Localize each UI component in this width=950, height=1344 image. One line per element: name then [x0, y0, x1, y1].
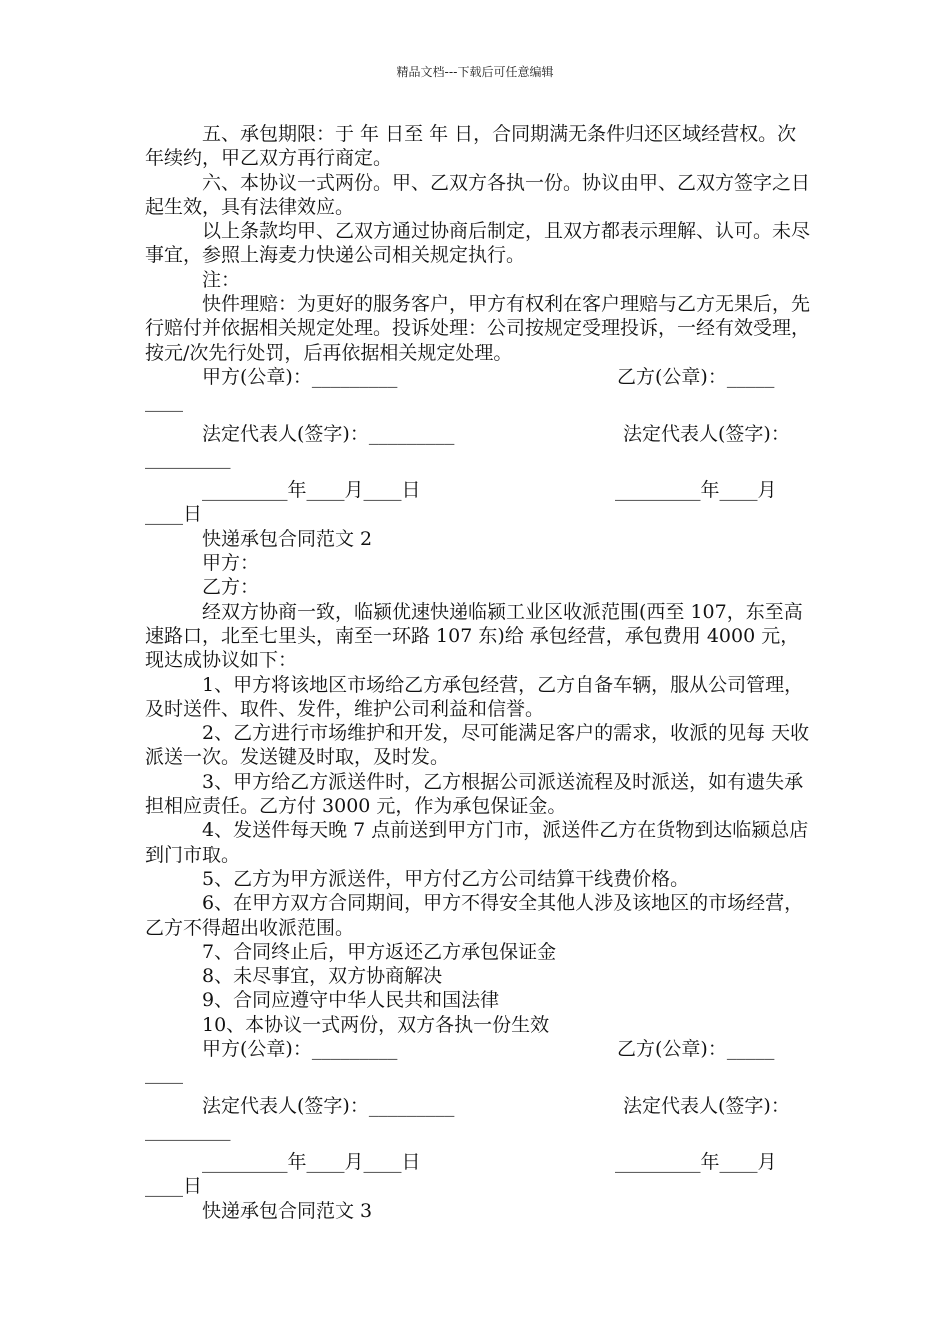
party-b-date-2: _________年____月	[615, 1151, 777, 1174]
party-b-representative-continued: _________	[145, 446, 231, 469]
party-a-date-2: _________年____月____日	[202, 1151, 421, 1174]
clause-6: 6、在甲方双方合同期间，甲方不得安全其他人涉及该地区的市场经营，乙方不得超出收派范围。	[145, 892, 804, 939]
party-a-date: _________年____月____日	[202, 479, 421, 502]
party-b-date-continued: ____日	[145, 503, 203, 526]
clause-10: 10、本协议一式两份，双方各执一份生效	[202, 1013, 550, 1036]
signature-rep-row-2	[145, 1094, 810, 1118]
clause-9: 9、合同应遵守中华人民共和国法律	[202, 989, 500, 1012]
clause-3: 3、甲方给乙方派送件时，乙方根据公司派送流程及时派送，如有遗失承担相应责任。乙方付 3000 元，作为承包保证金。	[145, 770, 804, 818]
signature-seal-row	[145, 365, 810, 389]
document-body	[145, 122, 810, 1223]
clause-7: 7、合同终止后，甲方返还乙方承包保证金	[202, 940, 557, 963]
party-b-seal-continued-2: ____	[145, 1062, 183, 1085]
party-b-representative-2: 法定代表人(签字)：	[623, 1094, 790, 1117]
page-header: 精品文档---下载后可任意编辑	[396, 65, 554, 79]
clause-5: 5、乙方为甲方派送件，甲方付乙方公司结算干线费价格。	[202, 867, 690, 890]
party-b-representative: 法定代表人(签字)：	[623, 422, 790, 445]
contract-intro: 经双方协商一致，临颍优速快递临颍工业区收派范围(西至 107，东至高速路口，北至七里头，南至一环路 107 东)给 承包经营，承包费用 4000 元，现达成协议如下：	[145, 600, 803, 672]
section-title-3: 快递承包合同范文 3	[202, 1199, 373, 1222]
party-b-date: _________年____月	[615, 479, 777, 502]
party-b-seal: 乙方(公章)：_____	[617, 365, 775, 388]
party-b-date-continued-2: ____日	[145, 1175, 203, 1198]
clause-agreement: 以上条款均甲、乙双方通过协商后制定，且双方都表示理解、认可。未尽事宜，参照上海麦力快递公司相关规定执行。	[145, 220, 811, 267]
party-b-representative-continued-2: _________	[145, 1118, 231, 1141]
party-b-seal-2: 乙方(公章)：_____	[617, 1037, 775, 1060]
signature-rep-row	[145, 422, 810, 446]
party-a-representative: 法定代表人(签字)：_________	[202, 422, 455, 445]
clause-4: 4、发送件每天晚 7 点前送到甲方门市，派送件乙方在货物到达临颍总店到门市取。	[145, 819, 809, 866]
signature-date-row-2	[145, 1150, 810, 1174]
party-a-seal: 甲方(公章)：_________	[202, 365, 398, 388]
signature-seal-row-2	[145, 1037, 810, 1061]
party-a-representative-2: 法定代表人(签字)：_________	[202, 1094, 455, 1117]
clause-term: 五、承包期限：于 年 日至 年 日，合同期满无条件归还区域经营权。次年续约，甲乙双方再行商定。	[145, 123, 797, 170]
section-title-2: 快递承包合同范文 2	[202, 527, 373, 550]
note-label: 注：	[202, 268, 241, 291]
party-b-seal-continued: ____	[145, 390, 183, 413]
party-b-label: 乙方：	[202, 576, 260, 599]
signature-date-row	[145, 478, 810, 502]
clause-1: 1、甲方将该地区市场给乙方承包经营，乙方自备车辆，服从公司管理，及时送件、取件、发件，维护公司利益和信誉。	[145, 673, 804, 720]
party-a-label: 甲方：	[202, 552, 260, 575]
clause-8: 8、未尽事宜，双方协商解决	[202, 965, 443, 988]
clause-2: 2、乙方进行市场维护和开发，尽可能满足客户的需求，收派的见每 天收派送一次。发送键及时取，及时发。	[145, 722, 810, 769]
clause-copies: 六、本协议一式两份。甲、乙双方各执一份。协议由甲、乙双方签字之日起生效，具有法律效应。	[145, 171, 811, 218]
clause-claims: 快件理赔：为更好的服务客户，甲方有权利在客户理赔与乙方无果后，先行赔付并依据相关规定处理。投诉处理：公司按规定受理投诉，一经有效受理，按元/次先行处罚，后再依据相关规定处理。	[145, 293, 811, 364]
party-a-seal-2: 甲方(公章)：_________	[202, 1037, 398, 1060]
